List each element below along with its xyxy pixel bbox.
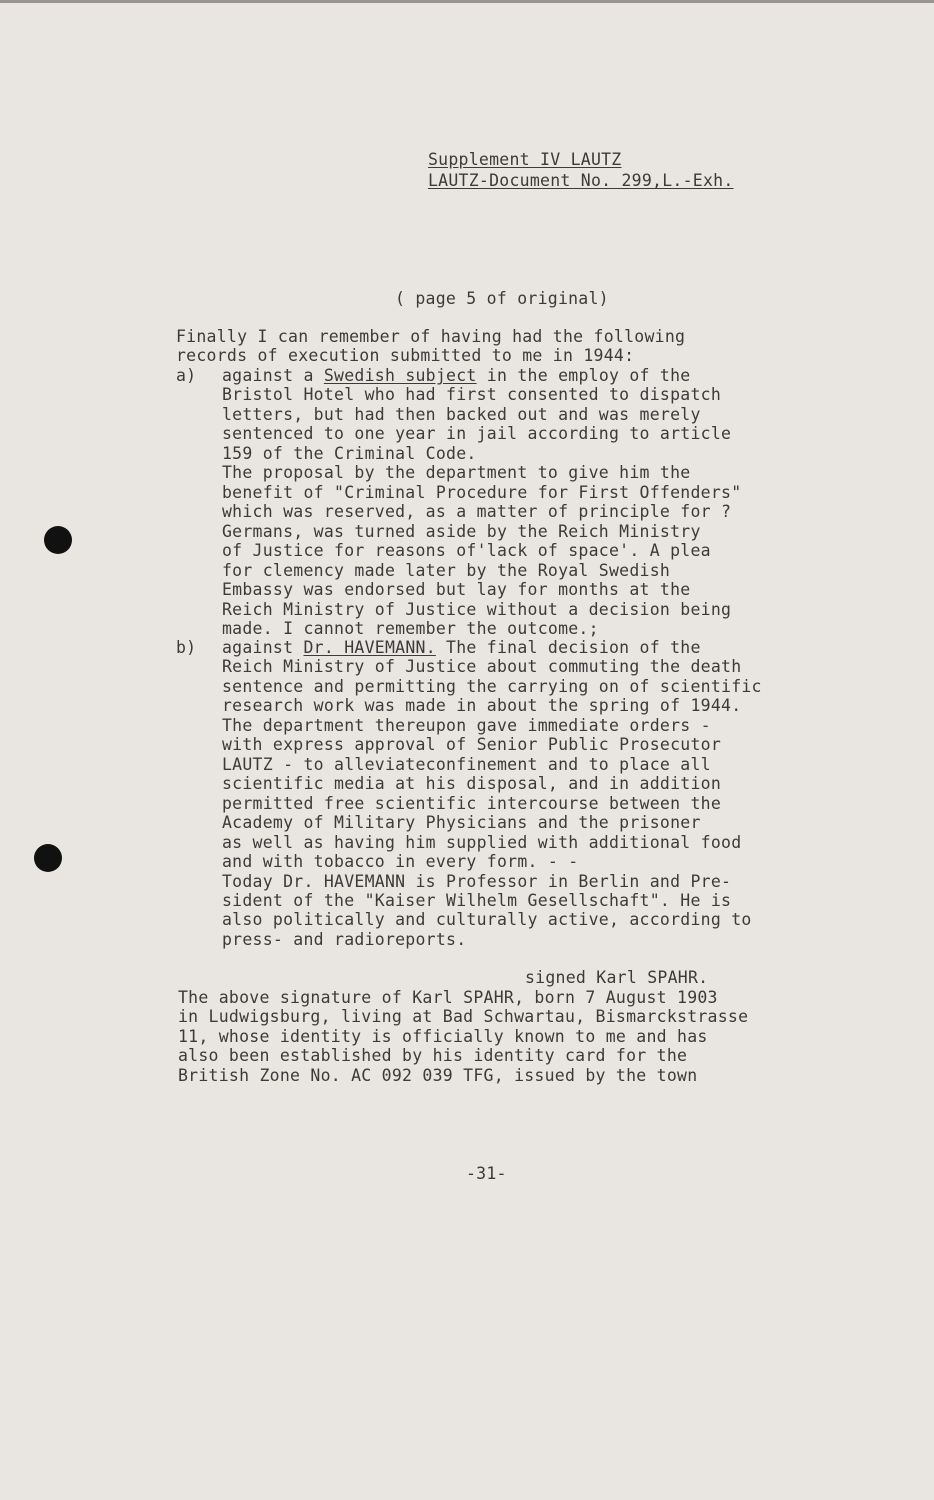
item-a-line: Embassy was endorsed but lay for months at the xyxy=(222,580,691,599)
item-b-line: Academy of Military Physicians and the prisoner xyxy=(222,813,701,832)
item-a-line: made. I cannot remember the outcome.; xyxy=(222,619,599,638)
attestation-line: also been established by his identity card for the xyxy=(178,1046,688,1065)
item-a-line: for clemency made later by the Royal Swedish xyxy=(222,561,671,580)
punch-hole-top xyxy=(44,526,72,554)
item-b-line: also politically and culturally active, according to xyxy=(222,910,752,929)
item-a-line: Reich Ministry of Justice without a decision being xyxy=(222,600,732,619)
item-a-line: The proposal by the department to give him the xyxy=(222,463,691,482)
item-b-line: Reich Ministry of Justice about commuting the death xyxy=(222,657,742,676)
item-a-line: sentenced to one year in jail according to article xyxy=(222,424,732,443)
item-b-line: with express approval of Senior Public Prosecutor xyxy=(222,735,722,754)
punch-hole-bottom xyxy=(34,844,62,872)
item-a-line: 159 of the Criminal Code. xyxy=(222,444,477,463)
top-border xyxy=(0,0,934,3)
item-b-line: Today Dr. HAVEMANN is Professor in Berlin and Pre- xyxy=(222,872,732,891)
item-b-line: press- and radioreports. xyxy=(222,930,467,949)
item-a-line: of Justice for reasons of'lack of space'. A plea xyxy=(222,541,711,560)
item-a-line: which was reserved, as a matter of principle for ? xyxy=(222,502,732,521)
intro-line: Finally I can remember of having had the following xyxy=(176,327,686,346)
header-supplement: Supplement IV LAUTZ xyxy=(428,150,622,169)
page-number: -31- xyxy=(466,1164,507,1183)
item-a-label: a) xyxy=(176,366,197,385)
attestation-line: British Zone No. AC 092 039 TFG, issued by the town xyxy=(178,1066,698,1085)
attestation-line: 11, whose identity is officially known to me and has xyxy=(178,1027,708,1046)
item-b-line: as well as having him supplied with additional food xyxy=(222,833,742,852)
item-b-line: LAUTZ - to alleviateconfinement and to place all xyxy=(222,755,711,774)
item-b-line: scientific media at his disposal, and in addition xyxy=(222,774,722,793)
item-b-label: b) xyxy=(176,638,197,657)
item-b-line: The department thereupon gave immediate orders - xyxy=(222,716,711,735)
page-reference: ( page 5 of original) xyxy=(395,289,609,308)
dr-havemann: Dr. HAVEMANN. xyxy=(303,638,436,657)
item-a-line: Bristol Hotel who had first consented to dispatch xyxy=(222,385,722,404)
swedish-subject: Swedish subject xyxy=(323,366,477,385)
item-a-line: benefit of "Criminal Procedure for First Offenders" xyxy=(222,483,742,502)
attestation-line: The above signature of Karl SPAHR, born 7 August 1903 xyxy=(178,988,718,1007)
signature: signed Karl SPAHR. xyxy=(525,968,709,987)
item-b-line: sentence and permitting the carrying on of scientific xyxy=(222,677,762,696)
item-a-line: Germans, was turned aside by the Reich Ministry xyxy=(222,522,701,541)
item-b-line: research work was made in about the spring of 1944. xyxy=(222,696,742,715)
item-a-line: letters, but had then backed out and was merely xyxy=(222,405,701,424)
item-b-line: permitted free scientific intercourse between the xyxy=(222,794,722,813)
item-b-first-line: against Dr. HAVEMANN. The final decision of the xyxy=(222,638,701,657)
attestation-line: in Ludwigsburg, living at Bad Schwartau, Bismarckstrasse xyxy=(178,1007,749,1026)
header-document-number: LAUTZ-Document No. 299,L.-Exh. xyxy=(428,171,734,190)
item-a-first-line: against a Swedish subject in the employ of the xyxy=(222,366,691,385)
item-b-line: and with tobacco in every form. - - xyxy=(222,852,579,871)
item-b-line: sident of the "Kaiser Wilhelm Gesellschaft". He is xyxy=(222,891,732,910)
intro-line: records of execution submitted to me in 1944: xyxy=(176,346,635,365)
